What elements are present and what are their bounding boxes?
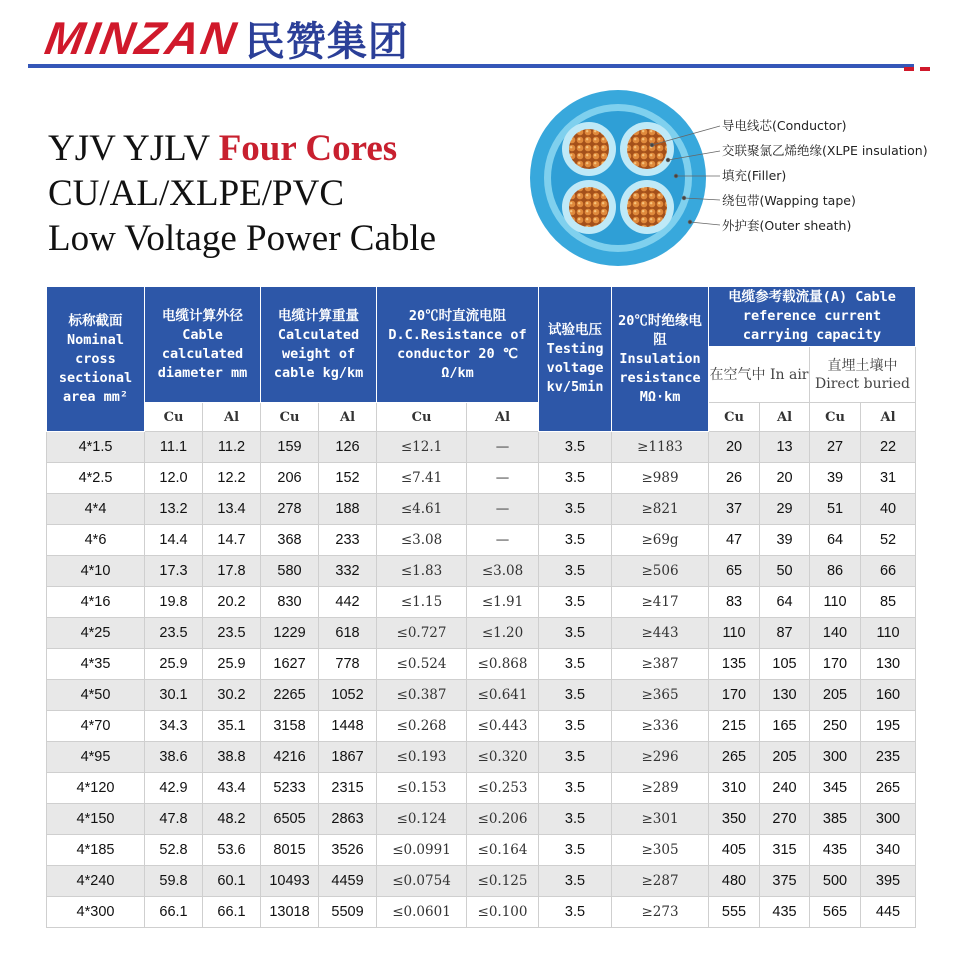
cell-diameter-cu: 25.9 xyxy=(145,649,203,680)
header-insulation-resistance: 20℃时绝缘电阻 Insulation resistance MΩ·km xyxy=(612,287,709,432)
cell-resistance-cu: ≤12.1 xyxy=(377,432,467,463)
cell-area: 4*120 xyxy=(47,773,145,804)
cell-buried-cu: 345 xyxy=(810,773,861,804)
cell-buried-cu: 110 xyxy=(810,587,861,618)
cell-air-cu: 265 xyxy=(709,742,760,773)
cell-buried-al: 85 xyxy=(861,587,916,618)
table-row xyxy=(47,804,916,835)
cell-air-cu: 26 xyxy=(709,463,760,494)
header-diameter: 电缆计算外径 Cable calculated diameter mm xyxy=(145,287,261,403)
header-direct-buried: 直埋土壤中 Direct buried xyxy=(810,347,916,403)
cell-resistance-al: — xyxy=(467,494,539,525)
cell-area: 4*2.5 xyxy=(47,463,145,494)
table-row xyxy=(47,649,916,680)
cell-resistance-al: ≤0.125 xyxy=(467,866,539,897)
cell-weight-al: 1052 xyxy=(319,680,377,711)
cell-insulation-resistance: ≥506 xyxy=(612,556,709,587)
unit-al: Al xyxy=(203,403,261,432)
unit-al: Al xyxy=(861,403,916,432)
cell-resistance-al: ≤0.253 xyxy=(467,773,539,804)
cell-weight-cu: 1627 xyxy=(261,649,319,680)
cell-buried-al: 110 xyxy=(861,618,916,649)
cell-diameter-al: 14.7 xyxy=(203,525,261,556)
cell-resistance-cu: ≤0.124 xyxy=(377,804,467,835)
cell-buried-cu: 140 xyxy=(810,618,861,649)
cell-weight-al: 152 xyxy=(319,463,377,494)
title-line-2: CU/AL/XLPE/PVC xyxy=(48,173,345,214)
cell-diameter-al: 48.2 xyxy=(203,804,261,835)
cell-weight-al: 778 xyxy=(319,649,377,680)
cell-insulation-resistance: ≥289 xyxy=(612,773,709,804)
cell-area: 4*95 xyxy=(47,742,145,773)
cell-diameter-cu: 47.8 xyxy=(145,804,203,835)
cell-air-al: 315 xyxy=(760,835,810,866)
cell-test-voltage: 3.5 xyxy=(539,432,612,463)
cell-air-cu: 110 xyxy=(709,618,760,649)
cell-buried-cu: 64 xyxy=(810,525,861,556)
cell-resistance-al: — xyxy=(467,432,539,463)
cell-air-al: 165 xyxy=(760,711,810,742)
cell-resistance-cu: ≤0.524 xyxy=(377,649,467,680)
cell-diameter-cu: 52.8 xyxy=(145,835,203,866)
title-highlight: Four Cores xyxy=(218,128,398,169)
unit-cu: Cu xyxy=(810,403,861,432)
cell-buried-cu: 51 xyxy=(810,494,861,525)
header-weight: 电缆计算重量 Calculated weight of cable kg/km xyxy=(261,287,377,403)
cable-parts-legend xyxy=(722,116,928,241)
cell-buried-cu: 205 xyxy=(810,680,861,711)
cell-buried-cu: 385 xyxy=(810,804,861,835)
cell-test-voltage: 3.5 xyxy=(539,494,612,525)
brand-chinese-name: 民赞集团 xyxy=(244,18,409,65)
cell-weight-al: 332 xyxy=(319,556,377,587)
cell-insulation-resistance: ≥821 xyxy=(612,494,709,525)
cell-buried-al: 40 xyxy=(861,494,916,525)
cell-test-voltage: 3.5 xyxy=(539,525,612,556)
cell-air-al: 130 xyxy=(760,680,810,711)
cell-weight-cu: 2265 xyxy=(261,680,319,711)
cell-area: 4*6 xyxy=(47,525,145,556)
cell-diameter-cu: 30.1 xyxy=(145,680,203,711)
cell-insulation-resistance: ≥1183 xyxy=(612,432,709,463)
cable-cross-section-diagram xyxy=(528,88,708,268)
cell-area: 4*50 xyxy=(47,680,145,711)
cell-test-voltage: 3.5 xyxy=(539,556,612,587)
cell-buried-al: 340 xyxy=(861,835,916,866)
cell-diameter-al: 30.2 xyxy=(203,680,261,711)
cell-buried-al: 265 xyxy=(861,773,916,804)
cell-test-voltage: 3.5 xyxy=(539,711,612,742)
cell-buried-cu: 170 xyxy=(810,649,861,680)
cell-area: 4*4 xyxy=(47,494,145,525)
cell-weight-cu: 3158 xyxy=(261,711,319,742)
unit-cu: Cu xyxy=(145,403,203,432)
cell-test-voltage: 3.5 xyxy=(539,742,612,773)
cell-area: 4*70 xyxy=(47,711,145,742)
cell-diameter-cu: 17.3 xyxy=(145,556,203,587)
cell-test-voltage: 3.5 xyxy=(539,897,612,928)
callout-wrapping-tape: 绕包带(Wapping tape) xyxy=(722,193,856,208)
table-row xyxy=(47,587,916,618)
cell-buried-cu: 565 xyxy=(810,897,861,928)
cell-air-cu: 170 xyxy=(709,680,760,711)
cell-diameter-al: 20.2 xyxy=(203,587,261,618)
table-row xyxy=(47,866,916,897)
cell-air-al: 87 xyxy=(760,618,810,649)
cell-air-al: 20 xyxy=(760,463,810,494)
cell-resistance-cu: ≤7.41 xyxy=(377,463,467,494)
cell-air-al: 29 xyxy=(760,494,810,525)
cell-area: 4*185 xyxy=(47,835,145,866)
cell-insulation-resistance: ≥273 xyxy=(612,897,709,928)
cell-air-cu: 135 xyxy=(709,649,760,680)
title-prefix: YJV YJLV xyxy=(48,128,219,169)
table-row xyxy=(47,711,916,742)
cell-area: 4*10 xyxy=(47,556,145,587)
title-line-3: Low Voltage Power Cable xyxy=(48,218,437,259)
cell-weight-al: 188 xyxy=(319,494,377,525)
cell-weight-cu: 4216 xyxy=(261,742,319,773)
cell-buried-al: 160 xyxy=(861,680,916,711)
cell-test-voltage: 3.5 xyxy=(539,773,612,804)
specification-table xyxy=(46,286,916,928)
cell-resistance-al: ≤0.320 xyxy=(467,742,539,773)
cell-test-voltage: 3.5 xyxy=(539,649,612,680)
cell-air-al: 240 xyxy=(760,773,810,804)
cell-resistance-cu: ≤1.15 xyxy=(377,587,467,618)
brand-logo xyxy=(41,12,409,65)
product-title xyxy=(48,126,436,261)
cell-diameter-al: 38.8 xyxy=(203,742,261,773)
cell-weight-cu: 830 xyxy=(261,587,319,618)
cell-resistance-al: ≤0.443 xyxy=(467,711,539,742)
cell-test-voltage: 3.5 xyxy=(539,680,612,711)
cell-buried-cu: 39 xyxy=(810,463,861,494)
cell-resistance-cu: ≤0.0754 xyxy=(377,866,467,897)
cell-diameter-cu: 66.1 xyxy=(145,897,203,928)
core xyxy=(620,122,674,176)
callout-conductor: 导电线芯(Conductor) xyxy=(722,118,847,133)
cell-insulation-resistance: ≥336 xyxy=(612,711,709,742)
cell-diameter-al: 66.1 xyxy=(203,897,261,928)
cell-diameter-cu: 34.3 xyxy=(145,711,203,742)
cell-weight-cu: 1229 xyxy=(261,618,319,649)
cell-test-voltage: 3.5 xyxy=(539,835,612,866)
cell-resistance-al: ≤0.868 xyxy=(467,649,539,680)
cell-buried-al: 235 xyxy=(861,742,916,773)
cell-buried-al: 300 xyxy=(861,804,916,835)
cell-diameter-cu: 13.2 xyxy=(145,494,203,525)
table-row xyxy=(47,525,916,556)
cell-buried-cu: 250 xyxy=(810,711,861,742)
cell-diameter-cu: 23.5 xyxy=(145,618,203,649)
cell-buried-cu: 500 xyxy=(810,866,861,897)
cell-weight-cu: 159 xyxy=(261,432,319,463)
table-row xyxy=(47,618,916,649)
cell-insulation-resistance: ≥296 xyxy=(612,742,709,773)
cell-area: 4*150 xyxy=(47,804,145,835)
cell-air-al: 375 xyxy=(760,866,810,897)
cell-test-voltage: 3.5 xyxy=(539,463,612,494)
header-nominal-area: 标称截面 Nominal cross sectional area mm² xyxy=(47,287,145,432)
cell-diameter-cu: 19.8 xyxy=(145,587,203,618)
cell-diameter-cu: 42.9 xyxy=(145,773,203,804)
cell-diameter-al: 13.4 xyxy=(203,494,261,525)
cell-buried-al: 130 xyxy=(861,649,916,680)
cell-buried-al: 445 xyxy=(861,897,916,928)
cell-weight-al: 233 xyxy=(319,525,377,556)
table-row xyxy=(47,556,916,587)
cell-weight-al: 2315 xyxy=(319,773,377,804)
cell-air-cu: 310 xyxy=(709,773,760,804)
cell-insulation-resistance: ≥387 xyxy=(612,649,709,680)
header-rule-accent xyxy=(920,67,930,71)
table-row xyxy=(47,463,916,494)
cell-weight-al: 5509 xyxy=(319,897,377,928)
table-row xyxy=(47,835,916,866)
cell-air-al: 39 xyxy=(760,525,810,556)
cell-diameter-al: 60.1 xyxy=(203,866,261,897)
cell-buried-al: 66 xyxy=(861,556,916,587)
cell-air-cu: 20 xyxy=(709,432,760,463)
cell-weight-cu: 580 xyxy=(261,556,319,587)
cell-resistance-cu: ≤0.153 xyxy=(377,773,467,804)
cell-test-voltage: 3.5 xyxy=(539,866,612,897)
cell-buried-cu: 435 xyxy=(810,835,861,866)
cell-insulation-resistance: ≥989 xyxy=(612,463,709,494)
header-dc-resistance: 20℃时直流电阻 D.C.Resistance of conductor 20 ℃ Ω/km xyxy=(377,287,539,403)
cell-resistance-cu: ≤0.0991 xyxy=(377,835,467,866)
cell-diameter-al: 35.1 xyxy=(203,711,261,742)
cell-area: 4*25 xyxy=(47,618,145,649)
table-row xyxy=(47,680,916,711)
cell-air-al: 435 xyxy=(760,897,810,928)
callout-outer-sheath: 外护套(Outer sheath) xyxy=(722,218,852,233)
cell-resistance-al: ≤3.08 xyxy=(467,556,539,587)
cell-air-al: 205 xyxy=(760,742,810,773)
cell-diameter-cu: 38.6 xyxy=(145,742,203,773)
cell-resistance-al: — xyxy=(467,463,539,494)
cell-buried-cu: 27 xyxy=(810,432,861,463)
cell-resistance-al: ≤0.206 xyxy=(467,804,539,835)
cell-insulation-resistance: ≥301 xyxy=(612,804,709,835)
table-row xyxy=(47,742,916,773)
cell-area: 4*16 xyxy=(47,587,145,618)
cell-resistance-cu: ≤1.83 xyxy=(377,556,467,587)
cell-weight-al: 4459 xyxy=(319,866,377,897)
cell-weight-cu: 8015 xyxy=(261,835,319,866)
unit-cu: Cu xyxy=(709,403,760,432)
cell-air-al: 64 xyxy=(760,587,810,618)
cell-area: 4*1.5 xyxy=(47,432,145,463)
cell-air-cu: 215 xyxy=(709,711,760,742)
cell-air-al: 270 xyxy=(760,804,810,835)
cell-test-voltage: 3.5 xyxy=(539,804,612,835)
unit-al: Al xyxy=(319,403,377,432)
cell-weight-cu: 278 xyxy=(261,494,319,525)
cell-diameter-cu: 11.1 xyxy=(145,432,203,463)
cell-buried-al: 395 xyxy=(861,866,916,897)
cell-air-cu: 350 xyxy=(709,804,760,835)
cell-resistance-cu: ≤3.08 xyxy=(377,525,467,556)
cell-test-voltage: 3.5 xyxy=(539,587,612,618)
cell-diameter-cu: 14.4 xyxy=(145,525,203,556)
cell-buried-al: 31 xyxy=(861,463,916,494)
cell-insulation-resistance: ≥69g xyxy=(612,525,709,556)
cell-buried-al: 22 xyxy=(861,432,916,463)
cell-air-cu: 555 xyxy=(709,897,760,928)
callout-insulation: 交联聚氯乙烯绝缘(XLPE insulation) xyxy=(722,143,928,158)
cell-air-al: 105 xyxy=(760,649,810,680)
cell-area: 4*240 xyxy=(47,866,145,897)
cell-weight-cu: 6505 xyxy=(261,804,319,835)
cell-diameter-cu: 59.8 xyxy=(145,866,203,897)
brand-name: MINZAN xyxy=(41,12,242,64)
cell-air-cu: 405 xyxy=(709,835,760,866)
cell-diameter-al: 43.4 xyxy=(203,773,261,804)
cell-weight-al: 442 xyxy=(319,587,377,618)
header-rule xyxy=(28,64,914,68)
core xyxy=(562,122,616,176)
cell-resistance-cu: ≤0.193 xyxy=(377,742,467,773)
cell-insulation-resistance: ≥365 xyxy=(612,680,709,711)
cell-resistance-cu: ≤0.268 xyxy=(377,711,467,742)
cell-resistance-al: ≤1.91 xyxy=(467,587,539,618)
cell-weight-cu: 206 xyxy=(261,463,319,494)
cell-buried-al: 195 xyxy=(861,711,916,742)
cell-resistance-al: ≤1.20 xyxy=(467,618,539,649)
cell-test-voltage: 3.5 xyxy=(539,618,612,649)
cell-resistance-cu: ≤0.727 xyxy=(377,618,467,649)
cell-air-cu: 65 xyxy=(709,556,760,587)
cell-diameter-al: 25.9 xyxy=(203,649,261,680)
cell-area: 4*300 xyxy=(47,897,145,928)
cell-weight-cu: 10493 xyxy=(261,866,319,897)
table-row xyxy=(47,897,916,928)
cell-resistance-cu: ≤0.387 xyxy=(377,680,467,711)
cell-buried-al: 52 xyxy=(861,525,916,556)
cell-air-al: 50 xyxy=(760,556,810,587)
cell-resistance-al: ≤0.641 xyxy=(467,680,539,711)
cell-air-cu: 83 xyxy=(709,587,760,618)
cell-weight-al: 618 xyxy=(319,618,377,649)
table-row xyxy=(47,494,916,525)
cell-resistance-al: ≤0.164 xyxy=(467,835,539,866)
unit-al: Al xyxy=(467,403,539,432)
cell-area: 4*35 xyxy=(47,649,145,680)
cell-weight-cu: 5233 xyxy=(261,773,319,804)
unit-cu: Cu xyxy=(261,403,319,432)
header-current-capacity: 电缆参考载流量(A) Cable reference current carrying capacity xyxy=(709,287,916,347)
cell-buried-cu: 86 xyxy=(810,556,861,587)
cell-resistance-al: ≤0.100 xyxy=(467,897,539,928)
cell-buried-cu: 300 xyxy=(810,742,861,773)
cell-weight-cu: 13018 xyxy=(261,897,319,928)
core xyxy=(620,180,674,234)
unit-cu: Cu xyxy=(377,403,467,432)
cell-weight-al: 126 xyxy=(319,432,377,463)
cell-resistance-cu: ≤0.0601 xyxy=(377,897,467,928)
cell-weight-al: 3526 xyxy=(319,835,377,866)
callout-filler: 填充(Filler) xyxy=(722,168,787,183)
cell-weight-al: 2863 xyxy=(319,804,377,835)
unit-al: Al xyxy=(760,403,810,432)
cell-insulation-resistance: ≥287 xyxy=(612,866,709,897)
cell-weight-al: 1867 xyxy=(319,742,377,773)
cell-air-cu: 47 xyxy=(709,525,760,556)
cell-weight-al: 1448 xyxy=(319,711,377,742)
cell-insulation-resistance: ≥417 xyxy=(612,587,709,618)
title-line-1 xyxy=(48,126,436,171)
header-in-air: 在空气中 In air xyxy=(709,347,810,403)
cell-resistance-al: — xyxy=(467,525,539,556)
cell-weight-cu: 368 xyxy=(261,525,319,556)
cell-diameter-cu: 12.0 xyxy=(145,463,203,494)
cell-resistance-cu: ≤4.61 xyxy=(377,494,467,525)
cell-air-cu: 37 xyxy=(709,494,760,525)
table-row xyxy=(47,432,916,463)
cell-air-al: 13 xyxy=(760,432,810,463)
cell-diameter-al: 12.2 xyxy=(203,463,261,494)
cell-air-cu: 480 xyxy=(709,866,760,897)
table-row xyxy=(47,773,916,804)
core xyxy=(562,180,616,234)
cell-insulation-resistance: ≥305 xyxy=(612,835,709,866)
header-rule-accent xyxy=(904,67,914,71)
cell-diameter-al: 11.2 xyxy=(203,432,261,463)
cell-insulation-resistance: ≥443 xyxy=(612,618,709,649)
cell-diameter-al: 53.6 xyxy=(203,835,261,866)
header-testing-voltage: 试验电压 Testing voltage kv/5min xyxy=(539,287,612,432)
cell-diameter-al: 23.5 xyxy=(203,618,261,649)
cell-diameter-al: 17.8 xyxy=(203,556,261,587)
